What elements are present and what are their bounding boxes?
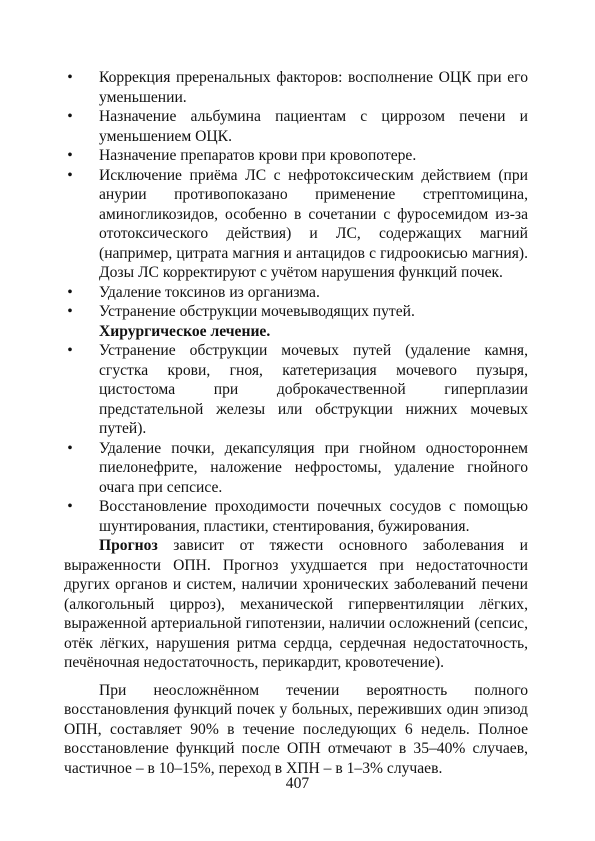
list-item: • Назначение альбумина пациентам с циррозом печени и уменьшением ОЦК. — [64, 107, 528, 146]
page-number: 407 — [285, 775, 310, 792]
section-heading-surgical: Хирургическое лечение. — [99, 322, 271, 340]
list-item: • Восстановление проходимости почечных сосудов с помощью шунтирования, пластики, стентирования, бужирования. — [64, 497, 528, 536]
list-item: • Устранение обструкции мочевых путей (удаление камня, сгустка крови, гноя, катетеризация мочевого пузыря, цистостома при доброкачественной гиперплазии предстательной железы или обструкции нижних мочевых путей). — [64, 341, 528, 439]
list-item: • Удаление почки, декапсуляция при гнойном одностороннем пиелонефрите, наложение нефростомы, удаление гнойного очага при сепсисе. — [64, 439, 528, 498]
list-item: • Назначение препаратов крови при кровопотере. — [64, 146, 528, 166]
prognosis-text: зависит от тяжести основного заболевания и выраженности ОПН. Прогноз ухудшается при недостаточности других органов и систем, наличии хронических заболеваний печени (алкогольный цирроз), механической гипервентиляции лёгких, выраженной артериальной гипотензии, наличии осложнений (сепсис, отёк лёгких, нарушения ритма сердца, сердечная недостаточность, печёночная недостаточность, перикардит, кровотечение). — [64, 537, 528, 671]
list-item: • Устранение обструкции мочевыводящих путей. — [64, 302, 528, 322]
list-item: • Коррекция преренальных факторов: восполнение ОЦК при его уменьшении. — [64, 68, 528, 107]
list-item: • Исключение приёма ЛС с нефротоксическим действием (при анурии противопоказано применение стрептомицина, аминогликозидов, особенно в сочетании с фуросемидом из-за ототоксического действия) и ЛС, содержащих магний (например, цитрата магния и антацидов с гидроокисью магния). Дозы ЛС корректируют с учётом нарушения функций почек. — [64, 166, 528, 283]
list-item: • Удаление токсинов из организма. — [64, 283, 528, 303]
page-body — [64, 68, 528, 778]
prognosis-label: Прогноз — [99, 537, 158, 554]
recovery-paragraph: При неосложнённом течении вероятность полного восстановления функций почек у больных, переживших один эпизод ОПН, составляет 90% в течение последующих 6 недель. Полное восстановление функций после ОПН отмечают в 35–40% случаев, частичное – в 10–15%, переход в ХПН – в 1–3% случаев. — [64, 681, 528, 777]
prognosis-paragraph — [64, 536, 528, 673]
